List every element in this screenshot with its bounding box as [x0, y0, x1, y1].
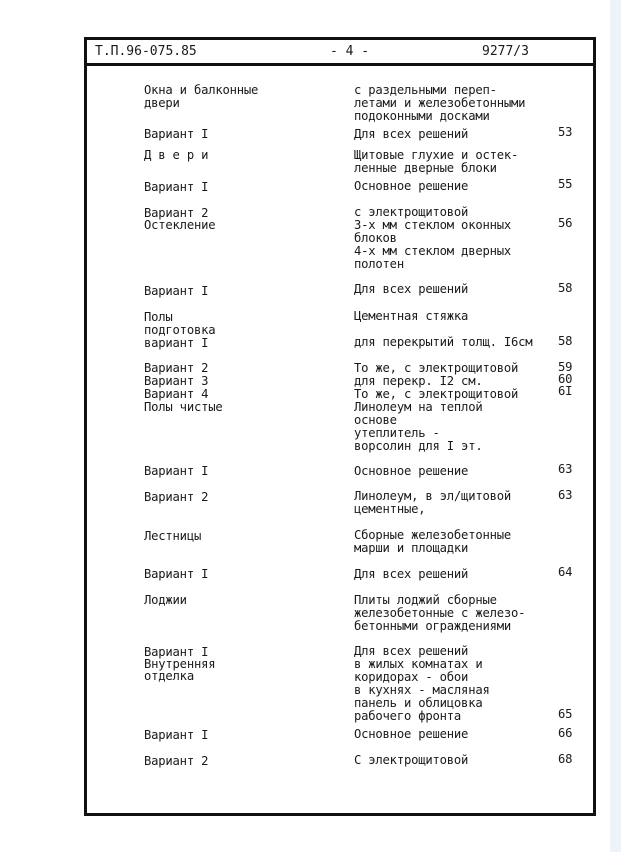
item-description: Плиты лоджий сборные	[354, 593, 497, 607]
item-label: Вариант 2	[144, 361, 209, 375]
item-description: Для всех решений	[354, 644, 469, 658]
page-number: - 4 -	[330, 44, 370, 59]
item-label: Вариант I	[144, 645, 209, 659]
item-description: марши и площадки	[354, 541, 469, 555]
item-description: бетонными ограждениями	[354, 619, 512, 633]
item-description: в кухнях - масляная	[354, 683, 490, 697]
sheet-number: 55	[558, 177, 573, 191]
right-margin-strip	[610, 0, 621, 852]
item-description: летами и железобетонными	[354, 96, 526, 110]
item-description: цементные,	[354, 502, 426, 516]
item-description: с раздельными переп-	[354, 83, 497, 97]
item-description: Сборные железобетонные	[354, 528, 512, 542]
sheet-number: 65	[558, 707, 573, 721]
item-label: Внутренняя	[144, 657, 216, 671]
item-description: Основное решение	[354, 464, 469, 478]
item-label: Вариант I	[144, 567, 209, 581]
sheet-number: 58	[558, 281, 573, 295]
item-label: Окна и балконные	[144, 83, 259, 97]
item-description: Для всех решений	[354, 282, 469, 296]
sheet-number: 63	[558, 462, 573, 476]
item-description: Для всех решений	[354, 127, 469, 141]
item-description: в жилых комнатах и	[354, 657, 483, 671]
item-label: Вариант 2	[144, 754, 209, 768]
item-description: с электрощитовой	[354, 205, 469, 219]
sheet-number: 6I	[558, 384, 573, 398]
sheet-number: 53	[558, 125, 573, 139]
document-number: Т.П.96-075.85	[95, 44, 197, 59]
item-label: Вариант 3	[144, 374, 209, 388]
item-label: Вариант I	[144, 464, 209, 478]
sheet-number: 59	[558, 360, 573, 374]
sheet-number: 63	[558, 488, 573, 502]
item-description: подоконными досками	[354, 109, 490, 123]
item-description: утеплитель -	[354, 426, 440, 440]
item-description: Основное решение	[354, 179, 469, 193]
item-label: Вариант I	[144, 728, 209, 742]
item-label: Вариант 2	[144, 490, 209, 504]
item-description: ленные дверные блоки	[354, 161, 497, 175]
sheet-number: 60	[558, 372, 573, 386]
item-label: отделка	[144, 669, 194, 683]
item-label: Д в е р и	[144, 148, 209, 162]
item-description: То же, с электрощитовой	[354, 361, 519, 375]
item-description: ворсолин для I эт.	[354, 439, 483, 453]
item-description: блоков	[354, 231, 397, 245]
item-label: Полы	[144, 310, 173, 324]
item-description: для перекрытий толщ. I6см	[354, 335, 533, 349]
item-label: Вариант 2	[144, 206, 209, 220]
item-label: Остекление	[144, 218, 216, 232]
sheet-number: 56	[558, 216, 573, 230]
item-label: Лестницы	[144, 529, 202, 543]
item-label: Вариант I	[144, 284, 209, 298]
item-description: Цементная стяжка	[354, 309, 469, 323]
item-description: Линолеум на теплой	[354, 400, 483, 414]
item-description: полотен	[354, 257, 404, 271]
item-description: рабочего фронта	[354, 709, 462, 723]
item-label: двери	[144, 96, 180, 110]
item-description: 3-х мм стеклом оконных	[354, 218, 512, 232]
item-label: Полы чистые	[144, 400, 223, 414]
item-description: Основное решение	[354, 727, 469, 741]
item-description: основе	[354, 413, 397, 427]
document-code: 9277/3	[482, 44, 529, 59]
item-description: для перекр. I2 см.	[354, 374, 483, 388]
item-description: Линолеум, в эл/щитовой	[354, 489, 512, 503]
sheet-number: 64	[558, 565, 573, 579]
item-label: подготовка	[144, 323, 216, 337]
item-description: коридорах - обои	[354, 670, 469, 684]
sheet-number: 66	[558, 726, 573, 740]
item-description: железобетонные с железо-	[354, 606, 526, 620]
item-description: Для всех решений	[354, 567, 469, 581]
item-description: С электрощитовой	[354, 753, 469, 767]
sheet-number: 58	[558, 334, 573, 348]
item-description: Щитовые глухие и остек-	[354, 148, 519, 162]
item-description: панель и облицовка	[354, 696, 483, 710]
title-block	[87, 40, 593, 66]
item-label: Вариант 4	[144, 387, 209, 401]
item-description: То же, с электрощитовой	[354, 387, 519, 401]
item-label: Лоджии	[144, 593, 187, 607]
sheet-number: 68	[558, 752, 573, 766]
item-description: 4-х мм стеклом дверных	[354, 244, 512, 258]
item-label: Вариант I	[144, 180, 209, 194]
item-label: Вариант I	[144, 127, 209, 141]
item-label: вариант I	[144, 336, 209, 350]
